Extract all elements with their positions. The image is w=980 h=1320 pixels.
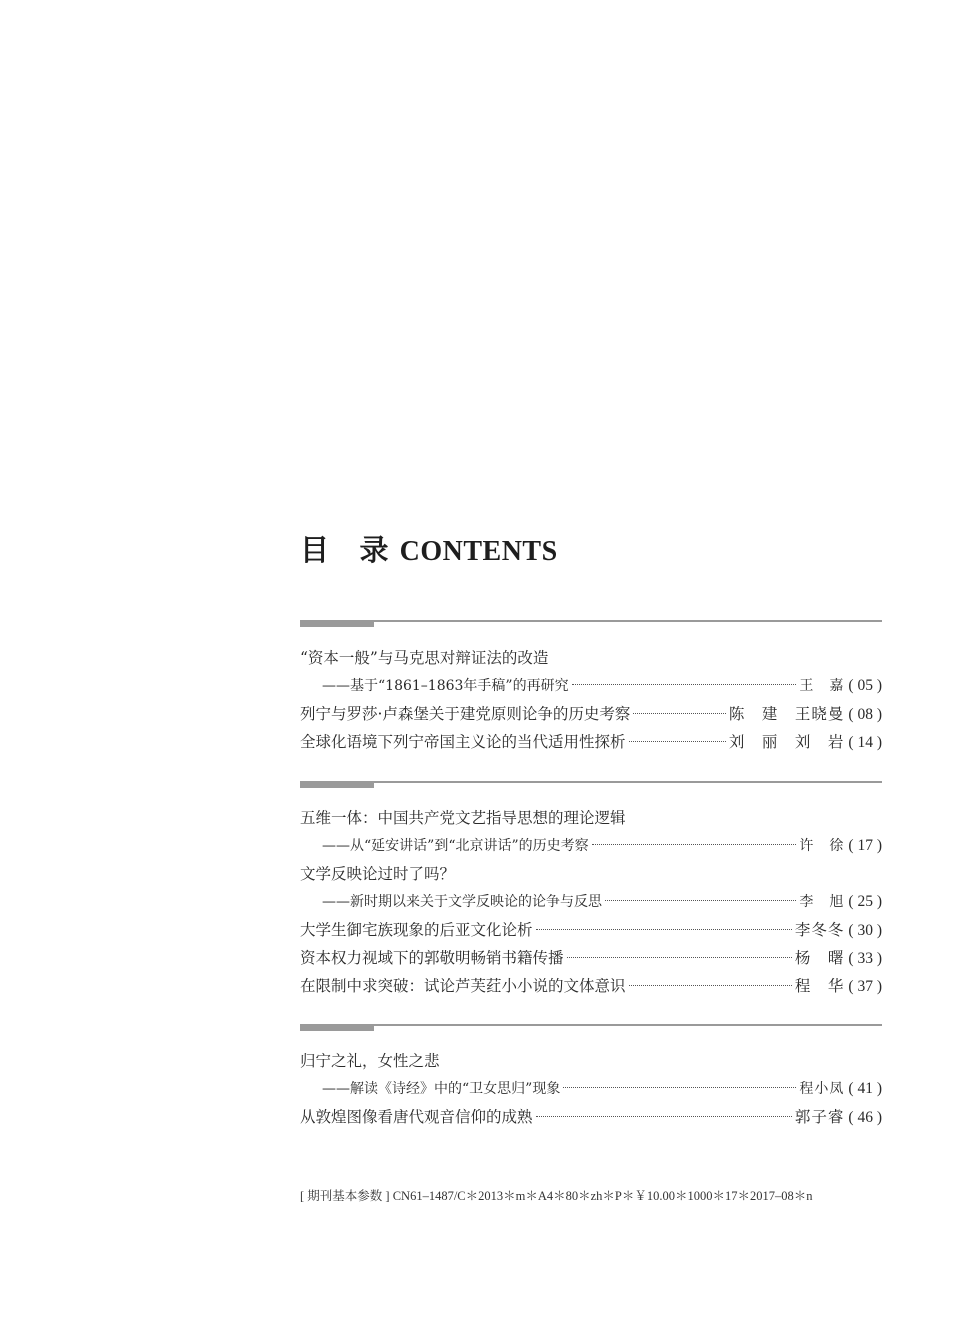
entry-author: 李 旭: [799, 894, 845, 910]
toc-entry[interactable]: [300, 972, 882, 1000]
entry-page: ( 30 ): [848, 922, 882, 939]
entry-author: 程小凤: [799, 1081, 845, 1097]
entry-author: 杨 曙: [794, 949, 845, 967]
entry-author: 郭子睿: [794, 1108, 845, 1126]
toc-entry[interactable]: [300, 804, 882, 832]
entry-page: ( 14 ): [848, 734, 882, 751]
entry-author: 陈 建 王晓曼: [728, 705, 845, 723]
entry-subtitle: ——新时期以来关于文学反映论的论争与反思: [322, 894, 602, 910]
dot-leader: [629, 985, 792, 986]
toc-entry[interactable]: [300, 860, 882, 888]
entry-author: 许 徐: [799, 838, 845, 854]
entry-page: ( 17 ): [848, 837, 882, 854]
dot-leader: [592, 844, 797, 845]
toc-section-2: [300, 781, 882, 1000]
entry-title: 五维一体：中国共产党文艺指导思想的理论逻辑: [300, 809, 626, 827]
toc-section-1: [300, 620, 882, 756]
toc-entry[interactable]: [300, 916, 882, 944]
dot-leader: [563, 1087, 796, 1088]
entry-author: 程 华: [794, 977, 845, 995]
entry-page: ( 37 ): [848, 978, 882, 995]
title-char-1: 目: [300, 533, 330, 567]
toc-entry[interactable]: [300, 944, 882, 972]
dot-leader: [633, 713, 725, 714]
toc-entry[interactable]: [300, 1047, 882, 1075]
title-char-2: 录: [359, 533, 390, 567]
entry-title: 从敦煌图像看唐代观音信仰的成熟: [300, 1108, 533, 1126]
entry-title: 大学生御宅族现象的后亚文化论析: [300, 921, 533, 939]
entry-page: ( 33 ): [848, 950, 882, 967]
dot-leader: [536, 929, 792, 930]
title-english: CONTENTS: [399, 536, 558, 567]
dot-leader: [567, 957, 792, 958]
entry-title: 文学反映论过时了吗？: [300, 865, 456, 883]
entry-title: 资本权力视域下的郭敬明畅销书籍传播: [300, 949, 564, 967]
toc-entry[interactable]: [300, 644, 882, 672]
dot-leader: [629, 741, 726, 742]
journal-parameters: [ 期刊基本参数 ] CN61–1487/C＊2013＊m＊A4＊80＊zh＊P＊￥10.00＊1000＊17＊2017–08＊n: [300, 1189, 813, 1203]
section-divider: [300, 1024, 882, 1032]
entry-title: 在限制中求突破：试论芦芙荭小小说的文体意识: [300, 977, 626, 995]
entry-page: ( 46 ): [848, 1109, 882, 1126]
section-divider: [300, 620, 882, 628]
toc-entry-subtitle[interactable]: [300, 888, 882, 916]
entry-author: 刘 丽 刘 岩: [728, 733, 845, 751]
toc-entry-subtitle[interactable]: [300, 1075, 882, 1103]
dot-leader: [572, 684, 797, 685]
entry-title: 列宁与罗莎·卢森堡关于建党原则论争的历史考察: [300, 705, 631, 723]
section-divider: [300, 781, 882, 789]
entry-title: 全球化语境下列宁帝国主义论的当代适用性探析: [300, 733, 626, 751]
entry-page: ( 08 ): [848, 706, 882, 723]
toc-entry[interactable]: [300, 1103, 882, 1131]
toc-entry-subtitle[interactable]: [300, 672, 882, 700]
dot-leader: [605, 900, 796, 901]
toc-entry[interactable]: [300, 700, 882, 728]
entry-title: 归宁之礼，女性之悲: [300, 1052, 440, 1070]
dot-leader: [536, 1116, 792, 1117]
entry-author: 王 嘉: [799, 678, 845, 694]
entry-page: ( 05 ): [848, 677, 882, 694]
entry-page: ( 41 ): [848, 1080, 882, 1097]
page-title: [300, 528, 558, 569]
entry-page: ( 25 ): [848, 893, 882, 910]
entry-subtitle: ——基于“1861–1863年手稿”的再研究: [322, 678, 569, 694]
toc-entry[interactable]: [300, 728, 882, 756]
toc-entry-subtitle[interactable]: [300, 832, 882, 860]
toc-section-3: [300, 1024, 882, 1131]
entry-title: “资本一般”与马克思对辩证法的改造: [300, 649, 549, 667]
entry-subtitle: ——从“延安讲话”到“北京讲话”的历史考察: [322, 838, 589, 854]
entry-subtitle: ——解读《诗经》中的“卫女思归”现象: [322, 1081, 561, 1097]
entry-author: 李冬冬: [794, 921, 845, 939]
